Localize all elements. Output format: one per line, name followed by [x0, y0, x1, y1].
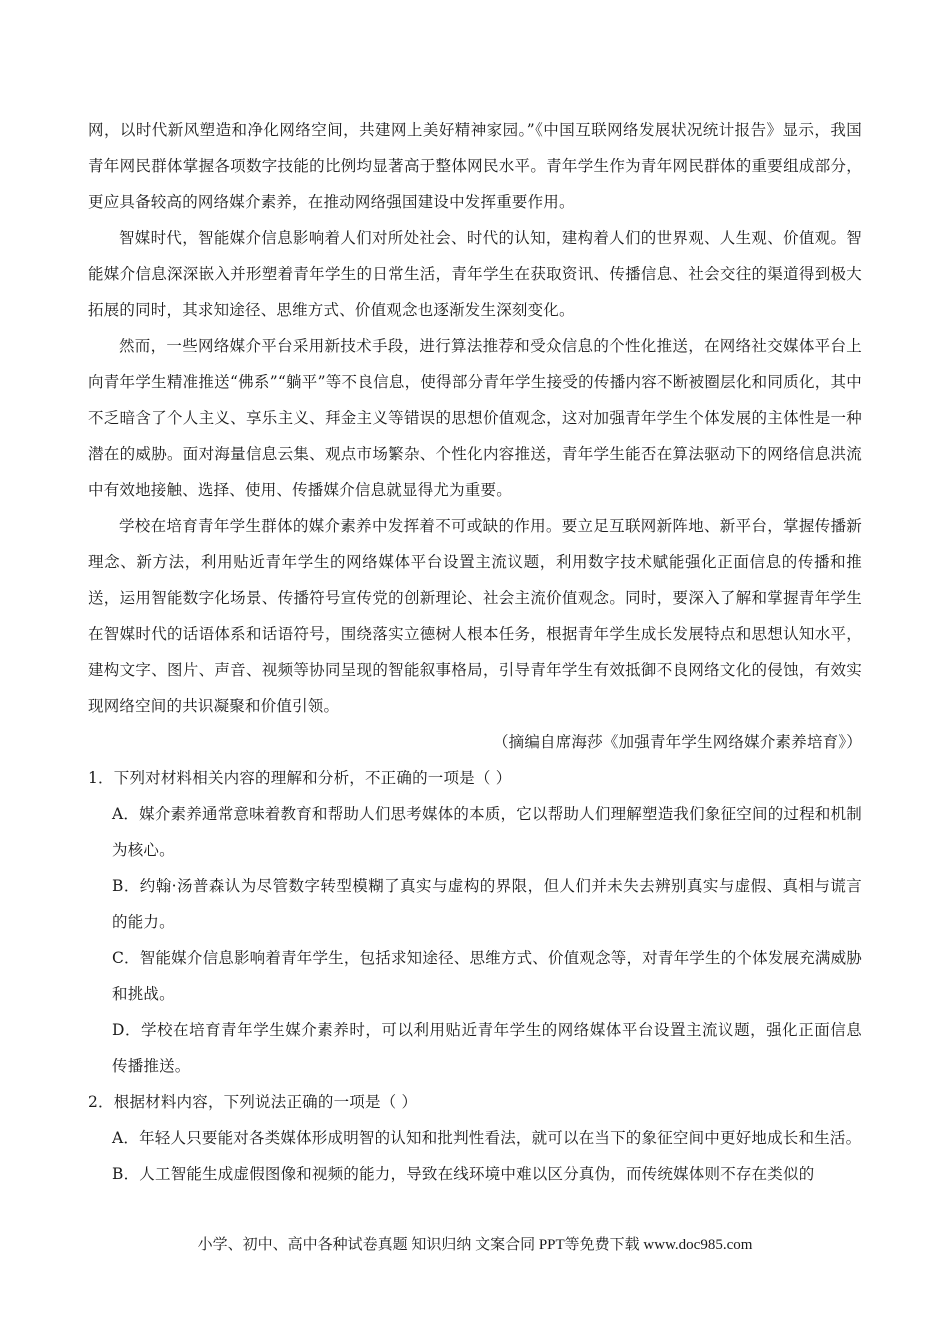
question-stem: 1．下列对材料相关内容的理解和分析，不正确的一项是（ ）: [88, 769, 512, 787]
question-2: [88, 1084, 862, 1192]
option-b: B．约翰·汤普森认为尽管数字转型模糊了真实与虚构的界限，但人们并未失去辨别真实与虚假、真相与谎言的能力。: [112, 877, 862, 931]
option-a: A．年轻人只要能对各类媒体形成明智的认知和批判性看法，就可以在当下的象征空间中更好地成长和生活。: [112, 1129, 862, 1147]
option-b: B．人工智能生成虚假图像和视频的能力，导致在线环境中难以区分真伪，而传统媒体则不存在类似的: [112, 1165, 815, 1183]
article-body: [88, 112, 862, 1192]
question-stem: 2．根据材料内容，下列说法正确的一项是（ ）: [88, 1093, 418, 1111]
option-a: A．媒介素养通常意味着教育和帮助人们思考媒体的本质，它以帮助人们理解塑造我们象征空间的过程和机制为核心。: [112, 805, 862, 859]
paragraph-2: 智媒时代，智能媒介信息影响着人们对所处社会、时代的认知，建构着人们的世界观、人生观、价值观。智能媒介信息深深嵌入并形塑着青年学生的日常生活，青年学生在获取资讯、传播信息、社会交往的渠道得到极大拓展的同时，其求知途径、思维方式、价值观念也逐渐发生深刻变化。: [88, 229, 862, 319]
question-1: [88, 760, 862, 1084]
option-c: C．智能媒介信息影响着青年学生，包括求知途径、思维方式、价值观念等，对青年学生的个体发展充满威胁和挑战。: [112, 949, 862, 1003]
article-source: （摘编自席海莎《加强青年学生网络媒介素养培育》）: [492, 733, 862, 751]
paragraph-4: 学校在培育青年学生群体的媒介素养中发挥着不可或缺的作用。要立足互联网新阵地、新平台，掌握传播新理念、新方法，利用贴近青年学生的网络媒体平台设置主流议题，利用数字技术赋能强化正面信息的传播和推送，运用智能数字化场景、传播符号宣传党的创新理论、社会主流价值观念。同时，要深入了解和掌握青年学生在智媒时代的话语体系和话语符号，围绕落实立德树人根本任务，根据青年学生成长发展特点和思想认知水平，建构文字、图片、声音、视频等协同呈现的智能叙事格局，引导青年学生有效抵御不良网络文化的侵蚀，有效实现网络空间的共识凝聚和价值引领。: [88, 517, 862, 715]
page-footer: 小学、初中、高中各种试卷真题 知识归纳 文案合同 PPT等免费下载 www.doc985.com: [197, 1237, 753, 1253]
option-d: D．学校在培育青年学生媒介素养时，可以利用贴近青年学生的网络媒体平台设置主流议题，强化正面信息传播推送。: [112, 1021, 862, 1075]
paragraph-1: 网，以时代新风塑造和净化网络空间，共建网上美好精神家园。”《中国互联网络发展状况统计报告》显示，我国青年网民群体掌握各项数字技能的比例均显著高于整体网民水平。青年学生作为青年网民群体的重要组成部分，更应具备较高的网络媒介素养，在推动网络强国建设中发挥重要作用。: [88, 121, 862, 211]
paragraph-3: 然而，一些网络媒介平台采用新技术手段，进行算法推荐和受众信息的个性化推送，在网络社交媒体平台上向青年学生精准推送“佛系”“躺平”等不良信息，使得部分青年学生接受的传播内容不断被圈层化和同质化，其中不乏暗含了个人主义、享乐主义、拜金主义等错误的思想价值观念，这对加强青年学生个体发展的主体性是一种潜在的威胁。面对海量信息云集、观点市场繁杂、个性化内容推送，青年学生能否在算法驱动下的网络信息洪流中有效地接触、选择、使用、传播媒介信息就显得尤为重要。: [88, 337, 862, 499]
